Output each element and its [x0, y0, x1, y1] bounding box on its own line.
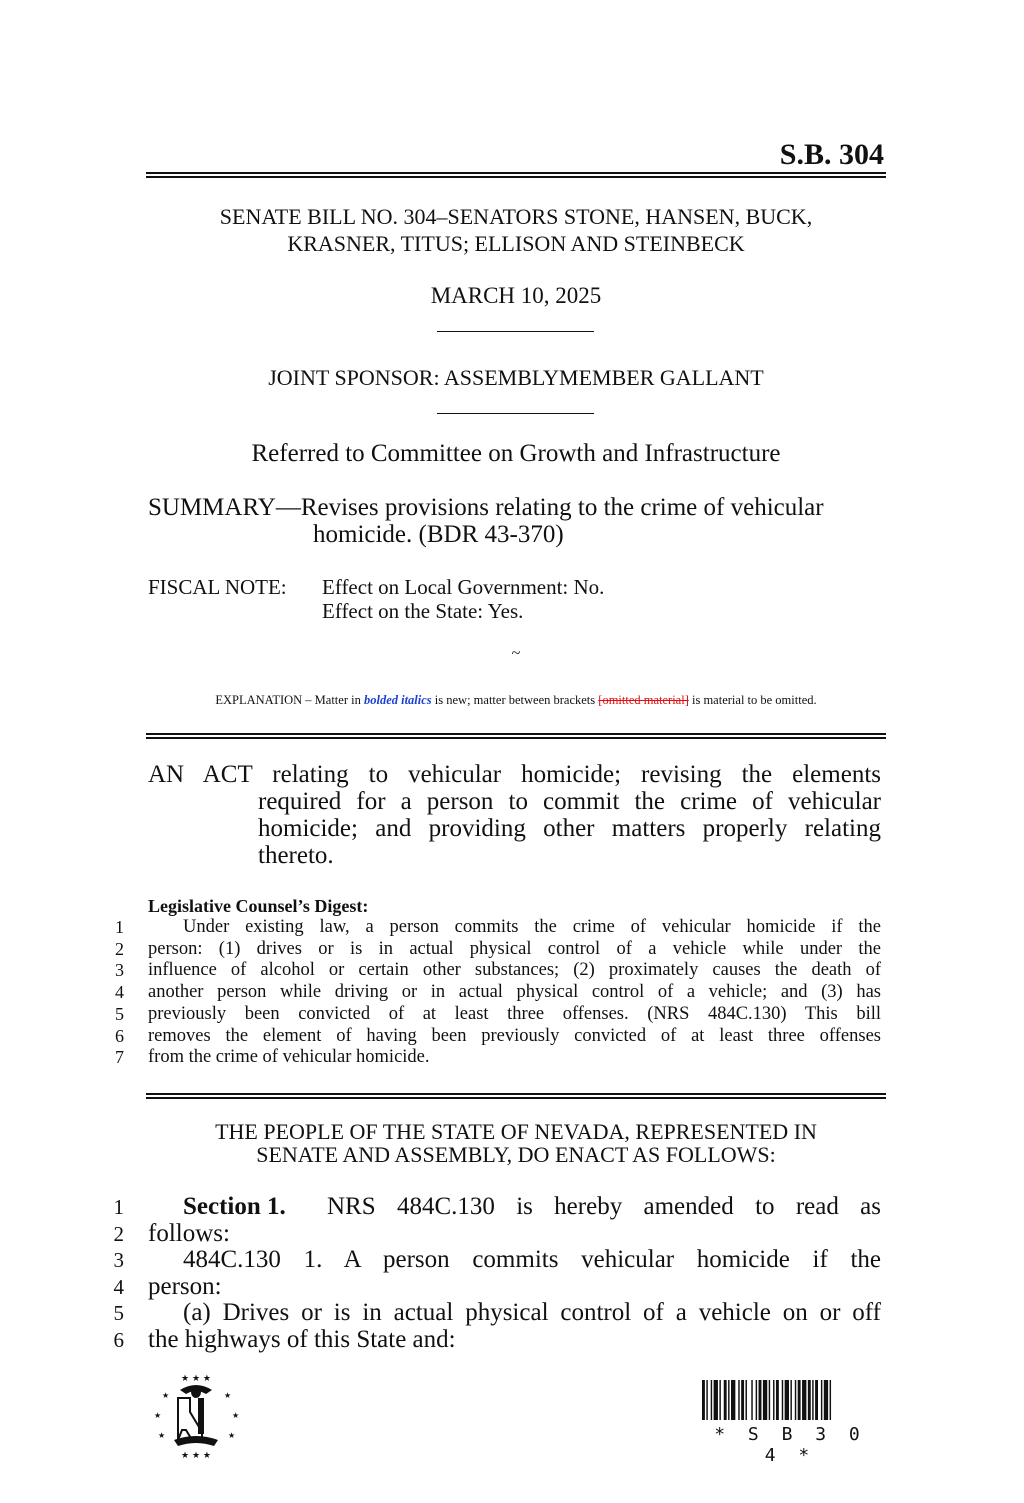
tilde-separator: ~: [511, 645, 521, 662]
joint-sponsor: JOINT SPONSOR: ASSEMBLYMEMBER GALLANT: [268, 365, 764, 390]
body-line: NRS 484C.130 is hereby amended to read as: [327, 1193, 881, 1220]
digest-double-rule: [146, 1093, 886, 1099]
explanation-prefix: EXPLANATION – Matter in: [215, 693, 364, 707]
explanation-double-rule: [146, 733, 886, 739]
body-line-number: 5: [113, 1301, 124, 1325]
digest-line: influence of alcohol or certain other substances; (2) proximately causes the death of: [148, 960, 881, 981]
svg-text:★: ★: [232, 1411, 240, 1420]
body-line: follows:: [148, 1220, 230, 1247]
digest-title: Legislative Counsel’s Digest:: [148, 896, 369, 916]
svg-text:★ ★ ★: ★ ★ ★: [181, 1451, 211, 1460]
bill-title-line1: SENATE BILL NO. 304–SENATORS STONE, HANSEN, BUCK,: [219, 204, 813, 229]
digest-line: another person while driving or in actual physical control of a vehicle; and (3) has: [148, 982, 881, 1003]
svg-text:★: ★: [154, 1411, 162, 1420]
body-line-number: 4: [113, 1275, 124, 1299]
fiscal-local: Effect on Local Government: No.: [322, 575, 605, 599]
digest-line-number: 2: [115, 938, 124, 959]
nevada-seal-icon: [152, 1372, 240, 1460]
sponsor-rule: [437, 413, 594, 414]
act-line2: required for a person to commit the crime of vehicular: [258, 788, 881, 815]
svg-text:★: ★: [162, 1391, 170, 1400]
barcode-text: * S B 3 0 4 *: [714, 1424, 866, 1466]
bill-number: S.B. 304: [779, 138, 884, 171]
body-line: (a) Drives or is in actual physical control of a vehicle on or off: [183, 1299, 881, 1326]
referred-committee: Referred to Committee on Growth and Infrastructure: [251, 440, 781, 467]
explanation-omitted: [omitted material]: [598, 693, 689, 707]
header-double-rule: [146, 172, 886, 178]
explanation-new: bolded italics: [363, 693, 432, 707]
body-line-number: 3: [113, 1248, 124, 1272]
bill-title-line2: KRASNER, TITUS; ELLISON AND STEINBECK: [287, 231, 745, 256]
digest-line-number: 3: [115, 960, 124, 981]
bill-date: MARCH 10, 2025: [430, 283, 602, 308]
act-line3: homicide; and providing other matters properly relating: [258, 815, 881, 842]
barcode-icon: [702, 1380, 876, 1420]
fiscal-state: Effect on the State: Yes.: [322, 599, 524, 623]
svg-text:★: ★: [228, 1431, 236, 1440]
act-line1: AN ACT relating to vehicular homicide; revising the elements: [148, 761, 881, 788]
date-rule: [437, 331, 594, 332]
body-line-number: 1: [113, 1195, 124, 1219]
section-label: Section 1.: [183, 1193, 286, 1220]
svg-text:★: ★: [158, 1431, 166, 1440]
summary-continuation: homicide. (BDR 43-370): [313, 521, 564, 548]
svg-text:★: ★: [224, 1391, 232, 1400]
body-line: the highways of this State and:: [148, 1326, 456, 1353]
body-line-number: 2: [113, 1222, 124, 1246]
body-line-number: 6: [113, 1328, 124, 1352]
digest-line-number: 4: [115, 982, 124, 1003]
digest-line: removes the element of having been previously convicted of at least three offenses: [148, 1025, 881, 1046]
digest-line: from the crime of vehicular homicide.: [148, 1047, 430, 1068]
digest-line: Under existing law, a person commits the crime of vehicular homicide if the: [183, 917, 881, 937]
digest-line-number: 7: [115, 1047, 124, 1068]
enacting-line1: THE PEOPLE OF THE STATE OF NEVADA, REPRESENTED IN: [215, 1119, 817, 1144]
explanation-middle: is new; matter between brackets: [431, 693, 599, 707]
fiscal-note-label: FISCAL NOTE:: [148, 575, 287, 599]
enacting-line2: SENATE AND ASSEMBLY, DO ENACT AS FOLLOWS:: [256, 1142, 776, 1167]
digest-line: previously been convicted of at least three offenses. (NRS 484C.130) This bill: [148, 1003, 881, 1024]
svg-text:★ ★ ★: ★ ★ ★: [181, 1374, 211, 1384]
body-line: 484C.130 1. A person commits vehicular homicide if the: [183, 1246, 881, 1273]
body-line: person:: [148, 1273, 222, 1300]
act-line4: thereto.: [258, 842, 334, 869]
explanation-note: [146, 693, 886, 708]
digest-line-number: 5: [115, 1003, 124, 1024]
digest-line: person: (1) drives or is in actual physical control of a vehicle while under the: [148, 938, 881, 959]
summary-line: SUMMARY—Revises provisions relating to the crime of vehicular: [148, 494, 824, 521]
explanation-suffix: is material to be omitted.: [688, 693, 817, 707]
digest-line-number: 1: [115, 917, 124, 937]
digest-line-number: 6: [115, 1025, 124, 1046]
